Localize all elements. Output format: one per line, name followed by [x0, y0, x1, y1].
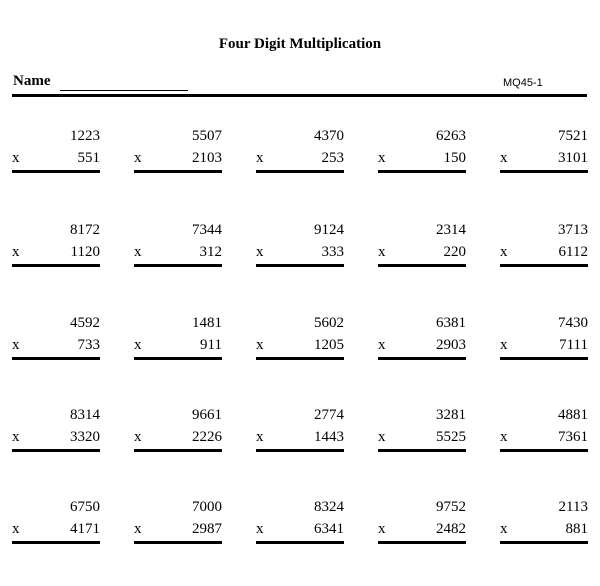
multiplication-problem [378, 126, 466, 176]
multiplier: 2987 [192, 521, 222, 537]
multiply-operator: x [500, 521, 508, 537]
multiply-operator: x [378, 429, 386, 445]
multiplication-problem [134, 313, 222, 363]
multiplier: 3320 [70, 429, 100, 445]
multiplier: 220 [443, 244, 466, 260]
multiplier: 4171 [70, 521, 100, 537]
multiply-operator: x [256, 429, 264, 445]
multiply-operator: x [134, 521, 142, 537]
multiply-operator: x [256, 521, 264, 537]
answer-rule [12, 449, 100, 452]
multiplier: 253 [321, 150, 344, 166]
multiplication-problem [134, 126, 222, 176]
multiplication-problem [256, 497, 344, 547]
multiplication-problem [256, 405, 344, 455]
multiply-operator: x [500, 244, 508, 260]
multiplier: 733 [77, 337, 100, 353]
multiplicand: 9752 [436, 499, 466, 515]
multiplier: 3101 [558, 150, 588, 166]
multiplicand: 9124 [314, 222, 344, 238]
multiplicand: 7430 [558, 315, 588, 331]
answer-rule [12, 541, 100, 544]
multiplier: 333 [321, 244, 344, 260]
multiplication-problem [134, 497, 222, 547]
multiplicand: 6750 [70, 499, 100, 515]
multiplication-problem [500, 220, 588, 270]
multiplicand: 7521 [558, 128, 588, 144]
multiplier: 2482 [436, 521, 466, 537]
multiplier: 6112 [558, 244, 588, 260]
multiply-operator: x [378, 337, 386, 353]
multiplicand: 5507 [192, 128, 222, 144]
multiplication-problem [256, 220, 344, 270]
multiplicand: 8324 [314, 499, 344, 515]
multiply-operator: x [378, 244, 386, 260]
multiplication-problem [12, 497, 100, 547]
multiply-operator: x [256, 337, 264, 353]
multiplication-problem [256, 313, 344, 363]
multiplicand: 4592 [70, 315, 100, 331]
multiplier: 312 [199, 244, 222, 260]
multiplier: 7361 [558, 429, 588, 445]
multiply-operator: x [12, 429, 20, 445]
answer-rule [500, 449, 588, 452]
multiply-operator: x [134, 244, 142, 260]
multiplier: 881 [565, 521, 588, 537]
multiplication-problem [500, 313, 588, 363]
name-label: Name [13, 73, 51, 89]
answer-rule [500, 357, 588, 360]
answer-rule [500, 541, 588, 544]
multiply-operator: x [378, 521, 386, 537]
multiplicand: 9661 [192, 407, 222, 423]
multiplicand: 8172 [70, 222, 100, 238]
worksheet-title: Four Digit Multiplication [218, 36, 382, 52]
answer-rule [378, 449, 466, 452]
answer-rule [500, 264, 588, 267]
answer-rule [256, 357, 344, 360]
multiplier: 2226 [192, 429, 222, 445]
answer-rule [378, 541, 466, 544]
multiplicand: 4881 [558, 407, 588, 423]
multiply-operator: x [12, 150, 20, 166]
multiply-operator: x [256, 150, 264, 166]
multiplicand: 8314 [70, 407, 100, 423]
multiplicand: 3281 [436, 407, 466, 423]
multiplier: 551 [77, 150, 100, 166]
answer-rule [378, 357, 466, 360]
answer-rule [256, 170, 344, 173]
multiplicand: 1223 [70, 128, 100, 144]
multiplicand: 3713 [558, 222, 588, 238]
multiplication-problem [134, 220, 222, 270]
multiplier: 1120 [70, 244, 100, 260]
multiply-operator: x [500, 337, 508, 353]
multiplicand: 5602 [314, 315, 344, 331]
multiply-operator: x [134, 429, 142, 445]
multiplicand: 4370 [314, 128, 344, 144]
multiplication-problem [134, 405, 222, 455]
multiplication-problem [500, 405, 588, 455]
multiply-operator: x [12, 244, 20, 260]
multiply-operator: x [500, 150, 508, 166]
multiplication-problem [256, 126, 344, 176]
answer-rule [500, 170, 588, 173]
multiplication-problem [378, 405, 466, 455]
multiplier: 911 [200, 337, 222, 353]
answer-rule [12, 357, 100, 360]
multiplication-problem [378, 497, 466, 547]
multiplication-problem [500, 497, 588, 547]
answer-rule [256, 264, 344, 267]
answer-rule [134, 170, 222, 173]
multiplication-problem [12, 220, 100, 270]
multiply-operator: x [12, 521, 20, 537]
multiplicand: 7344 [192, 222, 222, 238]
multiplication-problem [378, 313, 466, 363]
multiplier: 2103 [192, 150, 222, 166]
multiply-operator: x [500, 429, 508, 445]
answer-rule [12, 264, 100, 267]
multiply-operator: x [378, 150, 386, 166]
multiply-operator: x [134, 337, 142, 353]
worksheet-code: MQ45-1 [503, 77, 543, 89]
multiplier: 1443 [314, 429, 344, 445]
multiplier: 2903 [436, 337, 466, 353]
multiplication-problem [500, 126, 588, 176]
multiplier: 6341 [314, 521, 344, 537]
multiply-operator: x [12, 337, 20, 353]
multiplicand: 7000 [192, 499, 222, 515]
answer-rule [256, 541, 344, 544]
multiplier: 150 [443, 150, 466, 166]
answer-rule [378, 170, 466, 173]
multiplicand: 1481 [192, 315, 222, 331]
answer-rule [378, 264, 466, 267]
multiplier: 7111 [559, 337, 588, 353]
multiplicand: 6381 [436, 315, 466, 331]
answer-rule [256, 449, 344, 452]
multiply-operator: x [256, 244, 264, 260]
multiplicand: 6263 [436, 128, 466, 144]
multiplier: 1205 [314, 337, 344, 353]
multiplication-problem [12, 405, 100, 455]
multiplication-problem [12, 313, 100, 363]
multiplicand: 2314 [436, 222, 466, 238]
multiplication-problem [378, 220, 466, 270]
multiplicand: 2774 [314, 407, 344, 423]
multiplier: 5525 [436, 429, 466, 445]
answer-rule [134, 541, 222, 544]
answer-rule [134, 264, 222, 267]
multiplication-problem [12, 126, 100, 176]
answer-rule [134, 449, 222, 452]
answer-rule [12, 170, 100, 173]
multiplicand: 2113 [558, 499, 588, 515]
answer-rule [134, 357, 222, 360]
multiply-operator: x [134, 150, 142, 166]
